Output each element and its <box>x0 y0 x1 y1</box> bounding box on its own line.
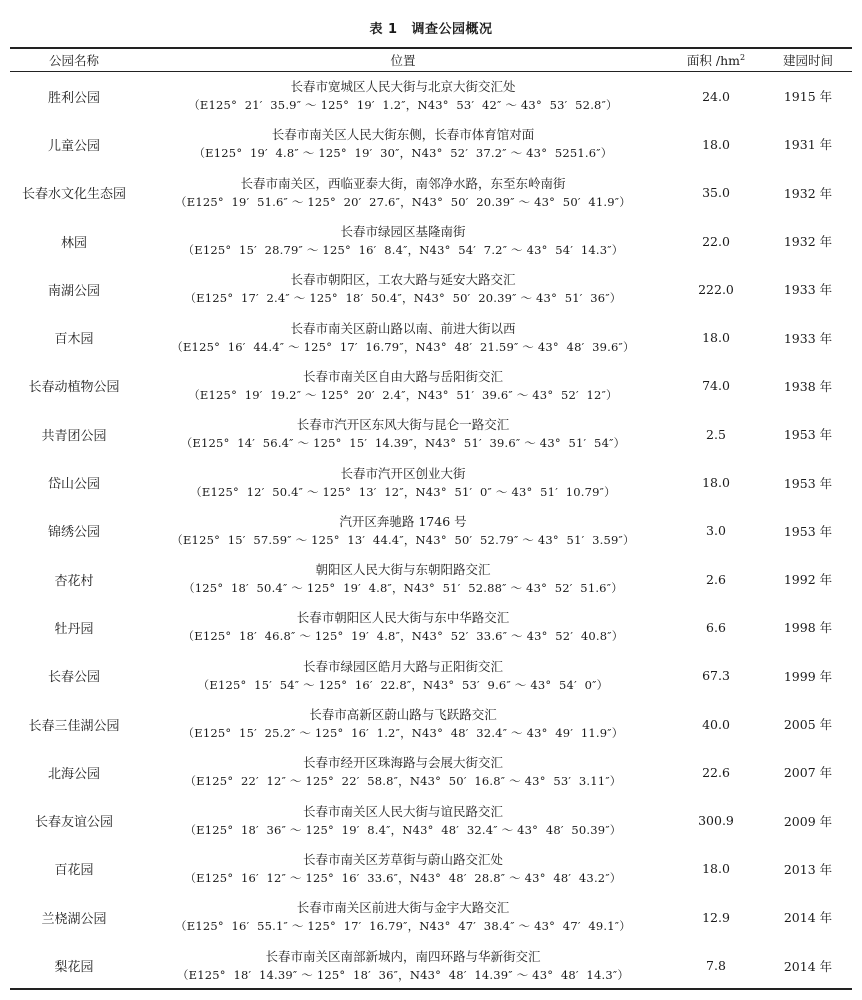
park-address: 长春市南关区人民大街与谊民路交汇 <box>302 803 503 819</box>
park-area: 18.0 <box>702 475 730 491</box>
park-established-year: 1938 年 <box>783 378 833 394</box>
bottom-rule <box>10 988 852 990</box>
park-address: 长春市南关区南部新城内，南四环路与华新街交汇 <box>265 948 541 964</box>
park-area: 2.6 <box>706 571 726 587</box>
park-coordinates: （E125° 15′ 28.79″ ～ 125° 16′ 8.4″，N43° 54′ 7.2″ ～ 43° 54′ 14.3″） <box>182 243 624 258</box>
park-coordinates: （E125° 16′ 55.1″ ～ 125° 17′ 16.79″，N43° 47′ 38.4″ ～ 43° 47′ 49.1″） <box>175 919 631 934</box>
park-coordinates: （E125° 16′ 44.4″ ～ 125° 17′ 16.79″，N43° 48′ 21.59″ ～ 43° 48′ 39.6″） <box>171 339 635 354</box>
park-established-year: 1931 年 <box>783 137 833 153</box>
table-header <box>10 48 852 71</box>
park-location <box>138 270 668 308</box>
header-area-superscript: 2 <box>740 52 746 62</box>
park-coordinates: （E125° 18′ 14.39″ ～ 125° 18′ 36″，N43° 48′ 14.39″ ～ 43° 48′ 14.3″） <box>176 967 630 982</box>
park-established-year: 2014 年 <box>783 910 833 926</box>
table-row <box>10 797 852 845</box>
park-area: 18.0 <box>702 136 730 152</box>
header-area-label: 面积 /hm <box>686 52 740 68</box>
park-established-year: 2014 年 <box>783 958 833 974</box>
park-address: 长春市南关区，西临亚泰大街，南邻净水路，东至东岭南街 <box>240 175 566 191</box>
park-address: 朝阳区人民大街与东朝阳路交汇 <box>315 562 491 578</box>
park-name: 锦绣公园 <box>47 525 100 541</box>
park-location <box>138 850 668 888</box>
table-row <box>10 845 852 893</box>
park-coordinates: （E125° 22′ 12″ ～ 125° 22′ 58.8″，N43° 50′ 16.8″ ～ 43° 53′ 3.11″） <box>184 774 622 789</box>
park-address: 长春市南关区蔚山路以南、前进大街以西 <box>290 320 516 336</box>
park-established-year: 1999 年 <box>783 668 833 684</box>
park-coordinates: （E125° 21′ 35.9″ ～ 125° 19′ 1.2″，N43° 53′ 42″ ～ 43° 53′ 52.8″） <box>188 98 618 113</box>
park-address: 长春市宽城区人民大街与北京大街交汇处 <box>290 79 516 95</box>
park-area: 35.0 <box>702 185 730 201</box>
park-established-year: 1953 年 <box>783 475 833 491</box>
header-area <box>668 51 764 69</box>
table-row <box>10 941 852 989</box>
park-name: 林园 <box>60 235 87 251</box>
park-name: 长春公园 <box>47 670 100 686</box>
table-row <box>10 458 852 506</box>
table-row <box>10 265 852 313</box>
park-location <box>138 898 668 936</box>
park-name: 长春动植物公园 <box>28 380 120 396</box>
park-location <box>138 947 668 985</box>
park-established-year: 1933 年 <box>783 330 833 346</box>
table-row <box>10 748 852 796</box>
park-area: 12.9 <box>702 909 730 925</box>
table-row <box>10 700 852 748</box>
table-row <box>10 362 852 410</box>
park-area: 40.0 <box>702 716 730 732</box>
park-area: 74.0 <box>702 378 730 394</box>
park-area: 24.0 <box>702 88 730 104</box>
park-name: 杏花村 <box>54 573 94 589</box>
park-location <box>138 608 668 646</box>
park-established-year: 1932 年 <box>783 185 833 201</box>
park-address: 长春市绿园区皓月大路与正阳街交汇 <box>302 658 503 674</box>
table-caption <box>0 18 862 37</box>
park-coordinates: （125° 18′ 50.4″ ～ 125° 19′ 4.8″，N43° 51′ 52.88″ ～ 43° 52′ 51.6″） <box>183 581 623 596</box>
park-name: 北海公园 <box>47 766 100 782</box>
park-name: 长春三佳湖公园 <box>28 718 120 734</box>
table-row <box>10 507 852 555</box>
park-area: 300.9 <box>698 813 734 829</box>
park-address: 汽开区奔驰路 1746 号 <box>339 513 467 529</box>
park-address: 长春市高新区蔚山路与飞跃路交汇 <box>309 707 497 723</box>
table-title: 调查公园概况 <box>411 22 493 37</box>
park-established-year: 1953 年 <box>783 523 833 539</box>
park-established-year: 1915 年 <box>783 89 833 105</box>
park-location <box>138 464 668 502</box>
park-established-year: 2007 年 <box>783 765 833 781</box>
table-row <box>10 72 852 120</box>
park-name: 百花园 <box>54 863 94 879</box>
park-location <box>138 125 668 163</box>
park-area: 22.6 <box>702 764 730 780</box>
table-row <box>10 555 852 603</box>
park-location <box>138 367 668 405</box>
park-name: 百木园 <box>54 332 94 348</box>
table-row <box>10 410 852 458</box>
table-row <box>10 120 852 168</box>
park-area: 222.0 <box>698 281 734 297</box>
table-row <box>10 169 852 217</box>
park-coordinates: （E125° 18′ 46.8″ ～ 125° 19′ 4.8″，N43° 52′ 33.6″ ～ 43° 52′ 40.8″） <box>182 629 624 644</box>
park-location <box>138 222 668 260</box>
park-established-year: 1953 年 <box>783 427 833 443</box>
park-name: 牡丹园 <box>54 621 94 637</box>
park-coordinates: （E125° 19′ 19.2″ ～ 125° 20′ 2.4″，N43° 51′ 39.6″ ～ 43° 52′ 12″） <box>188 387 618 402</box>
park-address: 长春市朝阳区，工农大路与延安大路交汇 <box>290 272 516 288</box>
park-coordinates: （E125° 17′ 2.4″ ～ 125° 18′ 50.4″，N43° 50′ 20.39″ ～ 43° 51′ 36″） <box>184 291 622 306</box>
table-number: 表 1 <box>369 22 398 37</box>
park-name: 长春水文化生态园 <box>21 187 126 203</box>
park-name: 共青团公园 <box>41 428 107 444</box>
header-park-name: 公园名称 <box>48 52 99 68</box>
park-address: 长春市绿园区基隆南街 <box>340 224 466 240</box>
table-row <box>10 603 852 651</box>
park-location <box>138 753 668 791</box>
park-area: 3.0 <box>706 523 726 539</box>
park-location <box>138 77 668 115</box>
park-address: 长春市南关区自由大路与岳阳街交汇 <box>302 368 503 384</box>
park-name: 胜利公园 <box>47 90 100 106</box>
park-location <box>138 657 668 695</box>
park-established-year: 2009 年 <box>783 813 833 829</box>
park-established-year: 2013 年 <box>783 861 833 877</box>
park-area: 18.0 <box>702 861 730 877</box>
park-coordinates: （E125° 14′ 56.4″ ～ 125° 15′ 14.39″，N43° 51′ 39.6″ ～ 43° 51′ 54″） <box>180 436 626 451</box>
park-address: 长春市朝阳区人民大街与东中华路交汇 <box>296 610 510 626</box>
park-name: 岱山公园 <box>47 477 100 493</box>
park-area: 7.8 <box>706 958 726 974</box>
park-established-year: 1992 年 <box>783 572 833 588</box>
park-location <box>138 560 668 598</box>
table-row <box>10 893 852 941</box>
park-name: 南湖公园 <box>47 283 100 299</box>
park-coordinates: （E125° 15′ 57.59″ ～ 125° 13′ 44.4″，N43° 50′ 52.79″ ～ 43° 51′ 3.59″） <box>171 532 635 547</box>
park-name: 儿童公园 <box>47 138 100 154</box>
park-established-year: 1932 年 <box>783 234 833 250</box>
park-location <box>138 174 668 212</box>
header-year: 建园时间 <box>782 52 833 68</box>
park-coordinates: （E125° 15′ 54″ ～ 125° 16′ 22.8″，N43° 53′ 9.6″ ～ 43° 54′ 0″） <box>197 677 609 692</box>
park-coordinates: （E125° 15′ 25.2″ ～ 125° 16′ 1.2″，N43° 48′ 32.4″ ～ 43° 49′ 11.9″） <box>182 726 624 741</box>
park-location <box>138 705 668 743</box>
park-location <box>138 512 668 550</box>
park-address: 长春市南关区人民大街东侧，长春市体育馆对面 <box>271 127 535 143</box>
park-area: 67.3 <box>702 668 730 684</box>
park-location <box>138 415 668 453</box>
park-coordinates: （E125° 19′ 51.6″ ～ 125° 20′ 27.6″，N43° 50′ 20.39″ ～ 43° 50′ 41.9″） <box>175 194 631 209</box>
park-location <box>138 319 668 357</box>
park-established-year: 2005 年 <box>783 717 833 733</box>
header-location: 位置 <box>390 52 416 68</box>
park-name: 长春友谊公园 <box>34 815 113 831</box>
park-coordinates: （E125° 12′ 50.4″ ～ 125° 13′ 12″，N43° 51′ 0″ ～ 43° 51′ 10.79″） <box>190 484 616 499</box>
park-address: 长春市汽开区东风大街与昆仑一路交汇 <box>296 417 510 433</box>
table-row <box>10 652 852 700</box>
park-coordinates: （E125° 19′ 4.8″ ～ 125° 19′ 30″，N43° 52′ 37.2″ ～ 43° 5251.6″） <box>193 146 613 161</box>
park-area: 22.0 <box>702 233 730 249</box>
park-address: 长春市经开区珠海路与会展大街交汇 <box>302 755 503 771</box>
park-area: 2.5 <box>706 426 726 442</box>
park-coordinates: （E125° 16′ 12″ ～ 125° 16′ 33.6″，N43° 48′ 28.8″ ～ 43° 48′ 43.2″） <box>184 870 622 885</box>
park-name: 梨花园 <box>54 960 94 976</box>
park-area: 18.0 <box>702 330 730 346</box>
park-name: 兰桡湖公园 <box>41 911 107 927</box>
table-row <box>10 314 852 362</box>
park-location <box>138 802 668 840</box>
park-address: 长春市南关区芳草街与蔚山路交汇处 <box>302 851 503 867</box>
park-area: 6.6 <box>706 619 726 635</box>
park-established-year: 1998 年 <box>783 620 833 636</box>
park-established-year: 1933 年 <box>783 282 833 298</box>
park-address: 长春市南关区前进大街与金宇大路交汇 <box>296 900 510 916</box>
table-row <box>10 217 852 265</box>
park-address: 长春市汽开区创业大街 <box>340 465 466 481</box>
park-coordinates: （E125° 18′ 36″ ～ 125° 19′ 8.4″，N43° 48′ 32.4″ ～ 43° 48′ 50.39″） <box>184 822 622 837</box>
